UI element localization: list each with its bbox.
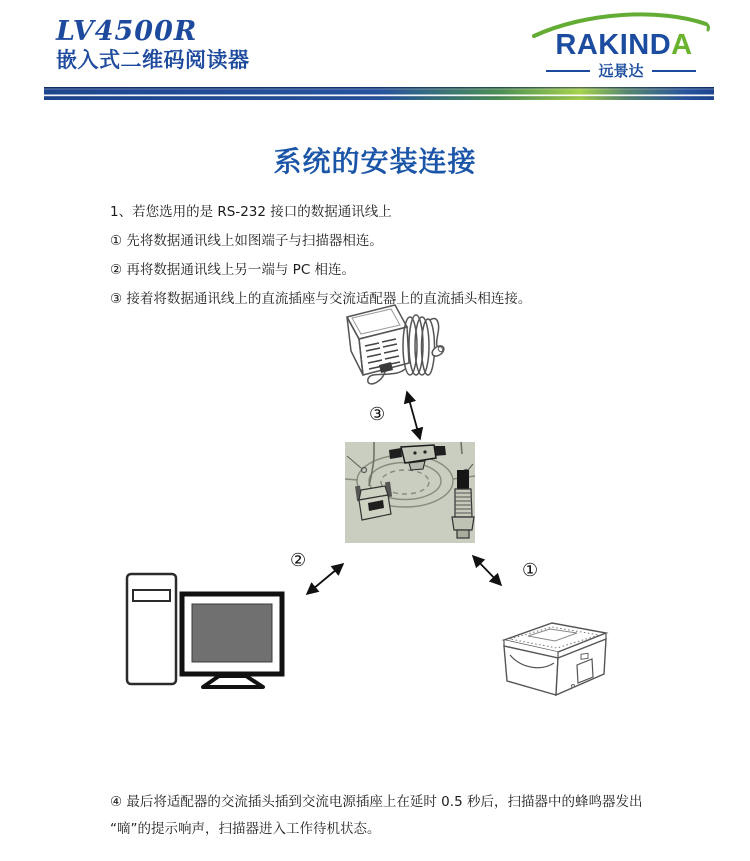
brand-accent-letter: A [671, 29, 693, 61]
instruction-list [110, 198, 670, 314]
header-divider-bar [44, 87, 714, 100]
brand-chinese [528, 60, 714, 81]
data-cable-photo [345, 442, 475, 543]
final-step-note [110, 789, 690, 843]
brand-cn-text: 远景达 [598, 62, 644, 80]
brand-wordmark [536, 30, 712, 60]
product-model: LV4500R [56, 16, 198, 47]
power-adapter-illustration [333, 299, 451, 401]
instruction-intro: 1、若您选用的是 RS-232 接口的数据通讯线上 [110, 204, 392, 220]
arrow-step2 [299, 556, 351, 602]
diagram-label-step1: ① [522, 560, 539, 581]
final-step-line1: ④ 最后将适配器的交流插头插到交流电源插座上在延时 0.5 秒后，扫描器中的蜂鸣器发出 [110, 794, 643, 810]
instruction-step-1: ① 先将数据通讯线上如图端子与扫描器相连。 [110, 233, 383, 249]
pc-illustration [122, 570, 287, 690]
header-brand-left [56, 18, 250, 72]
diagram-label-step3: ③ [369, 404, 386, 425]
brand-main: RAKIND [555, 29, 672, 61]
scanner-illustration [498, 616, 612, 700]
logo-rule-right [652, 70, 696, 72]
instruction-step-2: ② 再将数据通讯线上另一端与 PC 相连。 [110, 262, 356, 278]
page-title: 系统的安装连接 [273, 145, 477, 178]
instruction-step-3: ③ 接着将数据通讯线上的直流插座与交流适配器上的直流插头相连接。 [110, 291, 532, 307]
logo-rule-left [546, 70, 590, 72]
product-name: 嵌入式二维码阅读器 [56, 48, 250, 72]
rakinda-logo [528, 8, 714, 80]
diagram-label-step2: ② [290, 550, 307, 571]
arrow-step1 [465, 548, 509, 594]
arrow-step3 [398, 384, 430, 448]
final-step-line2: “嘀”的提示响声，扫描器进入工作待机状态。 [110, 821, 381, 837]
